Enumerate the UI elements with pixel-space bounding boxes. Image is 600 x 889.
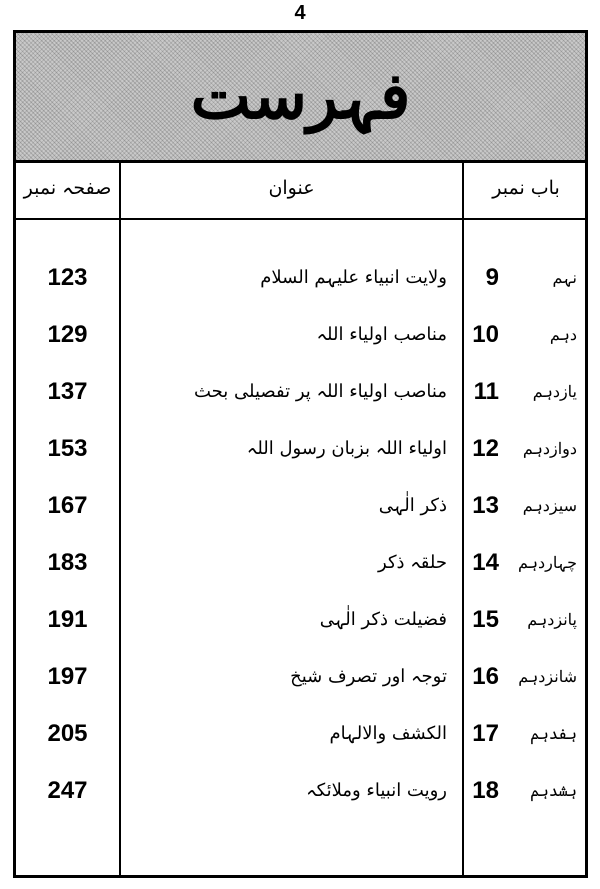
- toc-row: [16, 538, 585, 588]
- row-chapter-word: پانزدہم: [527, 610, 577, 629]
- toc-row: [16, 367, 585, 417]
- row-chapter-word: چہاردہم: [517, 553, 577, 572]
- toc-row: [16, 424, 585, 474]
- toc-title: فہرست: [190, 59, 411, 134]
- row-title: الکشف والالہام: [329, 723, 447, 744]
- row-chapter-number: 11: [473, 378, 499, 405]
- row-page-number: 191: [47, 606, 88, 633]
- row-chapter-word: سیزدہم: [522, 496, 577, 515]
- row-chapter-number: 12: [472, 435, 499, 462]
- toc-banner: [16, 33, 585, 163]
- header-title: عنوان: [268, 177, 315, 199]
- row-page-number: 247: [47, 777, 88, 804]
- row-chapter-number: 10: [472, 321, 499, 348]
- toc-row: [16, 595, 585, 645]
- toc-row: [16, 253, 585, 303]
- row-chapter-word: دوازدہم: [522, 439, 577, 458]
- row-chapter-word: شانزدہم: [518, 667, 577, 686]
- toc-row: [16, 481, 585, 531]
- row-page-number: 167: [47, 492, 88, 519]
- row-chapter-number: 16: [472, 663, 499, 690]
- row-chapter-word: دہم: [549, 325, 577, 344]
- row-title: حلقہ ذکر: [378, 552, 447, 573]
- row-chapter-number: 17: [472, 720, 499, 747]
- row-chapter-word: ہشدہم: [530, 781, 577, 800]
- row-title: رویت انبیاء وملائکہ: [306, 780, 447, 801]
- header-chapter-number: باب نمبر: [492, 177, 560, 199]
- toc-row: [16, 310, 585, 360]
- row-page-number: 205: [47, 720, 88, 747]
- toc-row: [16, 709, 585, 759]
- row-chapter-number: 13: [472, 492, 499, 519]
- row-page-number: 197: [47, 663, 88, 690]
- row-title: توجہ اور تصرف شیخ: [290, 666, 447, 687]
- row-page-number: 137: [47, 378, 88, 405]
- row-page-number: 153: [47, 435, 88, 462]
- row-page-number: 183: [47, 549, 88, 576]
- row-title: مناصب اولیاء اللہ پر تفصیلی بحث: [193, 381, 447, 402]
- row-chapter-word: ہفدہم: [530, 724, 577, 743]
- row-title: ذکر الٰہی: [378, 495, 447, 516]
- table-of-contents: [13, 30, 588, 878]
- row-chapter-word: نہم: [552, 268, 577, 287]
- row-chapter-number: 18: [472, 777, 499, 804]
- toc-header-row: [16, 160, 585, 220]
- header-page-number: صفحہ نمبر: [23, 177, 112, 199]
- row-title: ولایت انبیاء علیہم السلام: [260, 267, 447, 288]
- row-chapter-number: 14: [472, 549, 499, 576]
- row-chapter-number: 15: [472, 606, 499, 633]
- row-chapter-number: 9: [485, 264, 499, 291]
- row-title: مناصب اولیاء اللہ: [316, 324, 447, 345]
- toc-row: [16, 766, 585, 816]
- row-page-number: 123: [47, 264, 88, 291]
- toc-row: [16, 652, 585, 702]
- row-page-number: 129: [47, 321, 88, 348]
- row-chapter-word: یازدہم: [532, 382, 577, 401]
- row-title: اولیاء اللہ بزبان رسول اللہ: [246, 438, 447, 459]
- page-number: 4: [294, 2, 306, 24]
- row-title: فضیلت ذکر الٰہی: [319, 609, 447, 630]
